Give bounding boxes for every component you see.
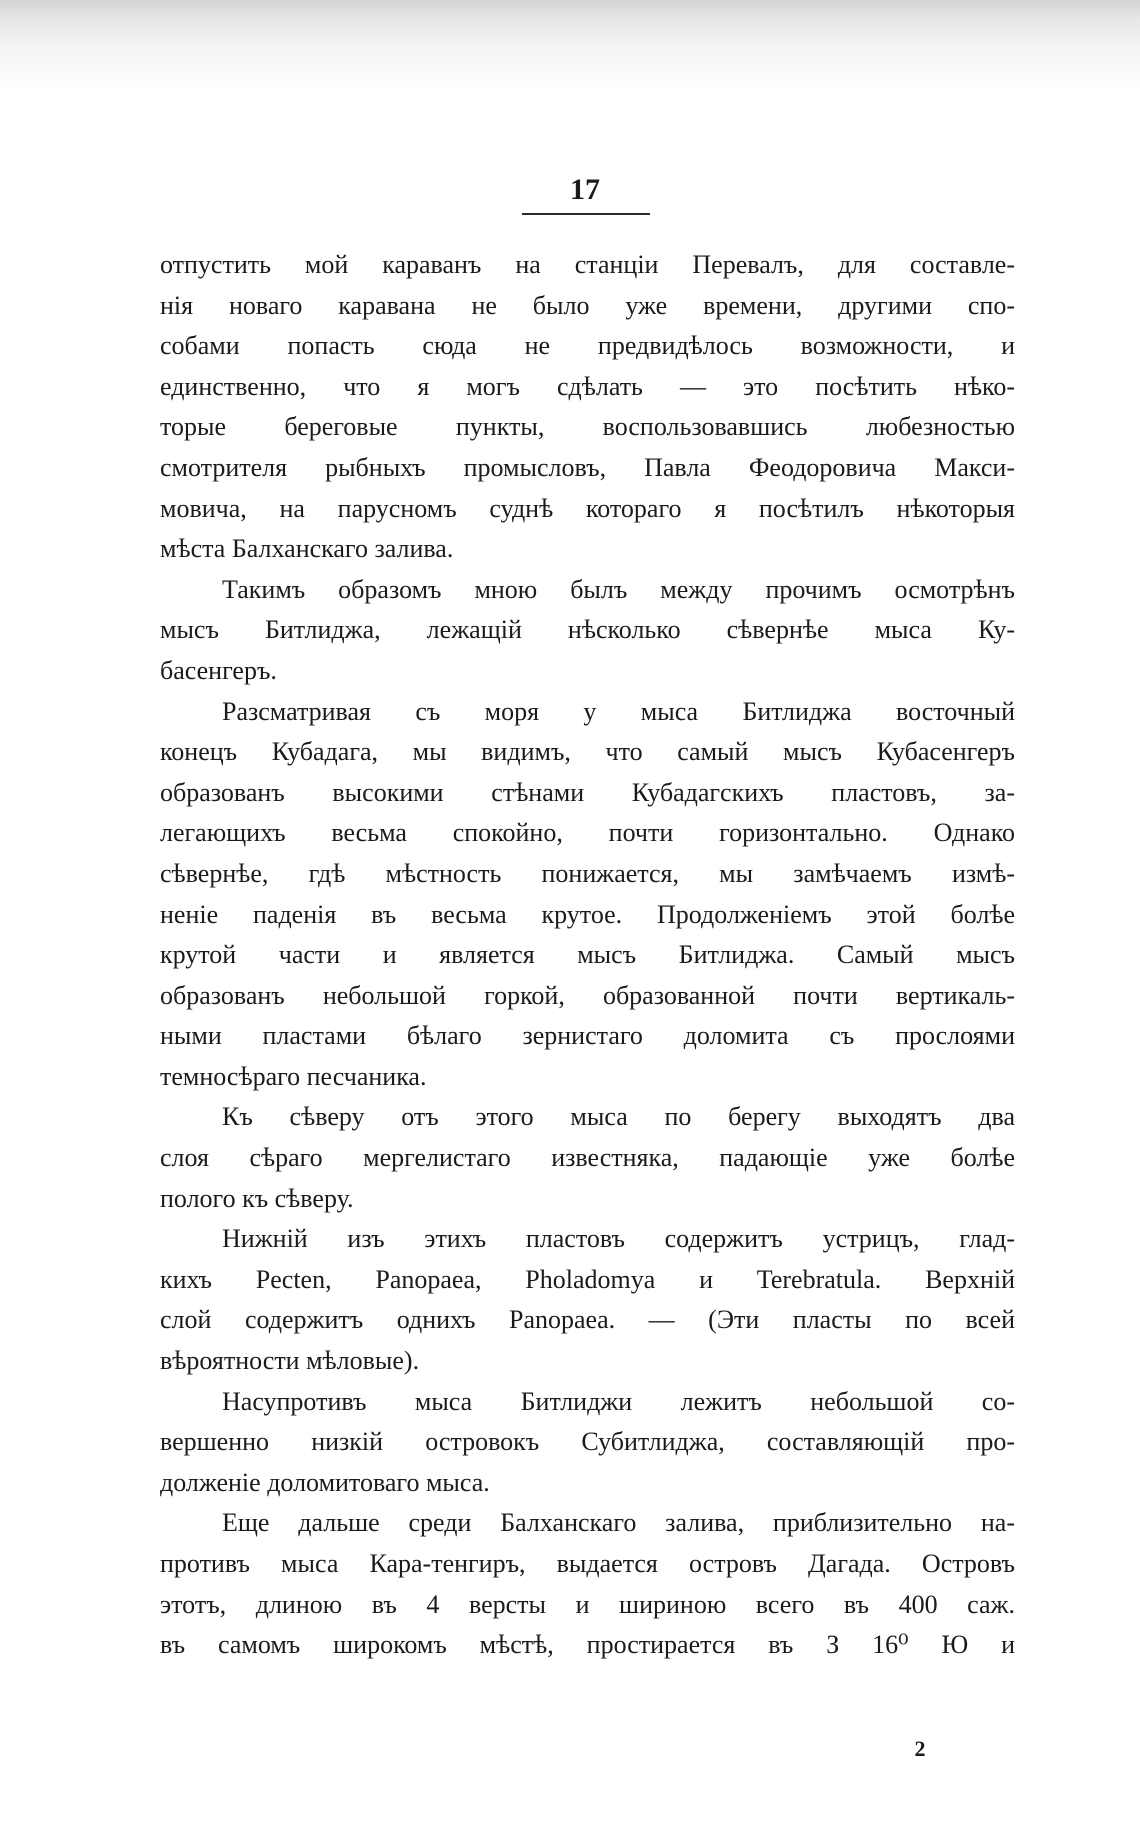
text-line: полого къ сѣверу. [160,1183,354,1213]
text-line: Еще дальше среди Балханскаго залива, приблизительно на- [222,1508,1015,1538]
text-line: Такимъ образомъ мною былъ между прочимъ осмотрѣнъ [222,574,1015,604]
text-line: единственно, что я могъ сдѣлать — это посѣтить нѣко- [160,371,1015,401]
paragraph [160,1097,1015,1219]
text-line: Нижній изъ этихъ пластовъ содержитъ устрицъ, глад- [222,1224,1015,1254]
text-line: мысъ Битлиджа, лежащій нѣсколько сѣвернѣе мыса Ку- [160,615,1015,645]
text-line: вѣроятности мѣловые). [160,1346,420,1376]
text-line: образованъ небольшой горкой, образованной почти вертикаль- [160,980,1015,1010]
text-line: сѣвернѣе, гдѣ мѣстность понижается, мы замѣчаемъ измѣ- [160,858,1015,888]
paragraph [160,692,1015,1098]
text-line: слоя сѣраго мергелистаго известняка, падающіе уже болѣе [160,1143,1015,1173]
text-line: смотрителя рыбныхъ промысловъ, Павла Феодоровича Макси- [160,452,1015,482]
text-line: этотъ, длиною въ 4 версты и шириною всего въ 400 саж. [160,1589,1015,1619]
header-rule [522,213,650,215]
text-line: конецъ Кубадага, мы видимъ, что самый мысъ Кубасенгеръ [160,737,1015,767]
text-line: Къ сѣверу отъ этого мыса по берегу выходятъ два [222,1102,1015,1132]
text-line: кихъ Pecten, Panopaea, Pholadomya и Terebratula. Верхній [160,1264,1015,1294]
page-number: 17 [570,173,600,206]
paragraph [160,570,1015,692]
text-line: мѣста Балханскаго залива. [160,534,454,564]
text-line: долженіе доломитоваго мыса. [160,1467,490,1497]
text-line: въ самомъ широкомъ мѣстѣ, простирается въ З 16⁰ Ю и [160,1630,1015,1660]
paragraph [160,245,1015,570]
text-line: Разсматривая съ моря у мыса Битлиджа восточный [222,696,1015,726]
text-line: темносѣраго песчаника. [160,1061,427,1091]
text-line: отпустить мой караванъ на станціи Перевалъ, для составле- [160,250,1015,279]
paragraph [160,1382,1015,1504]
text-line: ными пластами бѣлаго зернистаго доломита съ прослоями [160,1021,1015,1051]
paragraph [160,1503,1015,1665]
text-line: вершенно низкій островокъ Субитлиджа, составляющій про- [160,1427,1015,1457]
text-line: Насупротивъ мыса Битлиджи лежитъ небольшой со- [222,1386,1015,1416]
body-text [160,245,1015,1666]
text-line: крутой части и является мысъ Битлиджа. Самый мысъ [160,940,1015,970]
scan-edge-shading [0,0,1140,90]
text-line: противъ мыса Кара-тенгиръ, выдается островъ Дагада. Островъ [160,1549,1015,1578]
text-line: нія новаго каравана не было уже времени, другими спо- [160,290,1015,320]
signature-mark: 2 [914,1736,926,1761]
text-line: неніе паденія въ весьма крутое. Продолженіемъ этой болѣе [160,899,1015,929]
text-line: собами попасть сюда не предвидѣлось возможности, и [160,331,1015,361]
text-line: слой содержитъ однихъ Panopaea. — (Эти пласты по всей [160,1305,1015,1335]
text-line: мовича, на парусномъ суднѣ котораго я посѣтилъ нѣкоторыя [160,493,1015,523]
paragraph [160,1219,1015,1381]
text-line: басенгеръ. [160,655,277,685]
text-line: образованъ высокими стѣнами Кубадагскихъ пластовъ, за- [160,777,1015,807]
text-line: легающихъ весьма спокойно, почти горизонтально. Однако [160,818,1015,848]
text-line: торые береговые пункты, воспользовавшись любезностью [160,412,1015,442]
